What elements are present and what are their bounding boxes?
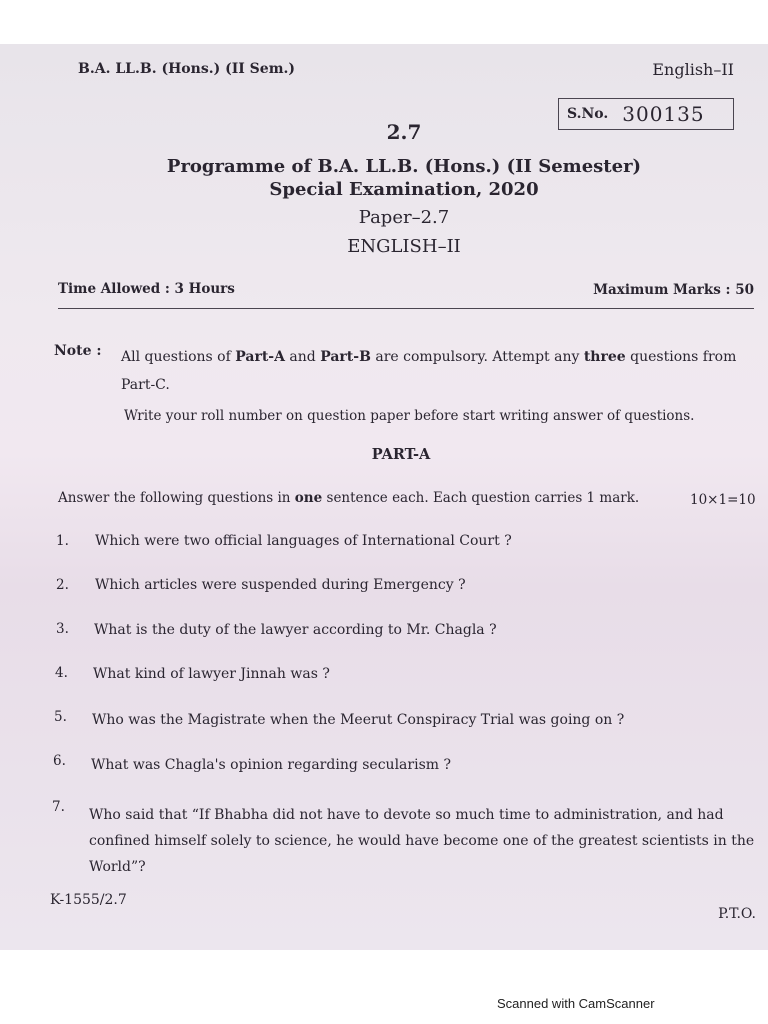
- question-text: Which articles were suspended during Emergency ?: [95, 577, 466, 593]
- subject-label: English–II: [652, 60, 734, 79]
- part-a-marks: 10×1=10: [690, 492, 756, 508]
- serial-number-label: S.No.: [567, 106, 609, 122]
- part-a-instructions: Answer the following questions in one sentence each. Each question carries 1 mark.: [58, 490, 640, 506]
- part-a-heading: PART-A: [371, 446, 431, 463]
- question-number: 4.: [55, 665, 68, 681]
- programme-title: Programme of B.A. LL.B. (Hons.) (II Semester): [166, 156, 642, 177]
- paper-number: Paper–2.7: [358, 207, 450, 228]
- question-number: 1.: [56, 533, 69, 549]
- subject-title: ENGLISH–II: [347, 236, 461, 257]
- time-allowed: Time Allowed : 3 Hours: [58, 281, 235, 297]
- divider: [58, 308, 754, 309]
- maximum-marks: Maximum Marks : 50: [593, 282, 754, 298]
- question-number: 6.: [53, 753, 66, 769]
- note-label: Note :: [54, 343, 102, 359]
- question-text: Who said that “If Bhabha did not have to devote so much time to administration, and had confined himself solely to science, he would have become one of the greatest scientists in the World”?: [89, 807, 755, 875]
- exam-title: Special Examination, 2020: [269, 179, 539, 200]
- question-number: 2.: [56, 577, 69, 593]
- question-text: What was Chagla's opinion regarding secularism ?: [91, 757, 451, 773]
- question-text: What kind of lawyer Jinnah was ?: [93, 666, 330, 682]
- course-label: B.A. LL.B. (Hons.) (II Sem.): [78, 61, 296, 77]
- roll-number-instruction: Write your roll number on question paper before start writing answer of questions.: [124, 408, 695, 424]
- scanner-watermark: Scanned with CamScanner: [497, 996, 655, 1011]
- note-text: All questions of Part-A and Part-B are compulsory. Attempt any three questions from Part-C.: [121, 349, 737, 393]
- question-text: What is the duty of the lawyer according to Mr. Chagla ?: [94, 622, 497, 638]
- serial-number-value: 300135: [622, 102, 705, 126]
- question-number: 5.: [54, 709, 67, 725]
- footer-paper-code: K-1555/2.7: [50, 892, 127, 908]
- please-turn-over: P.T.O.: [718, 906, 756, 922]
- paper-code: 2.7: [386, 120, 422, 144]
- question-number: 7.: [52, 799, 65, 815]
- question-text: Which were two official languages of International Court ?: [95, 533, 512, 549]
- exam-paper-sheet: [0, 44, 768, 950]
- question-number: 3.: [56, 621, 69, 637]
- question-text: Who was the Magistrate when the Meerut Conspiracy Trial was going on ?: [92, 712, 625, 728]
